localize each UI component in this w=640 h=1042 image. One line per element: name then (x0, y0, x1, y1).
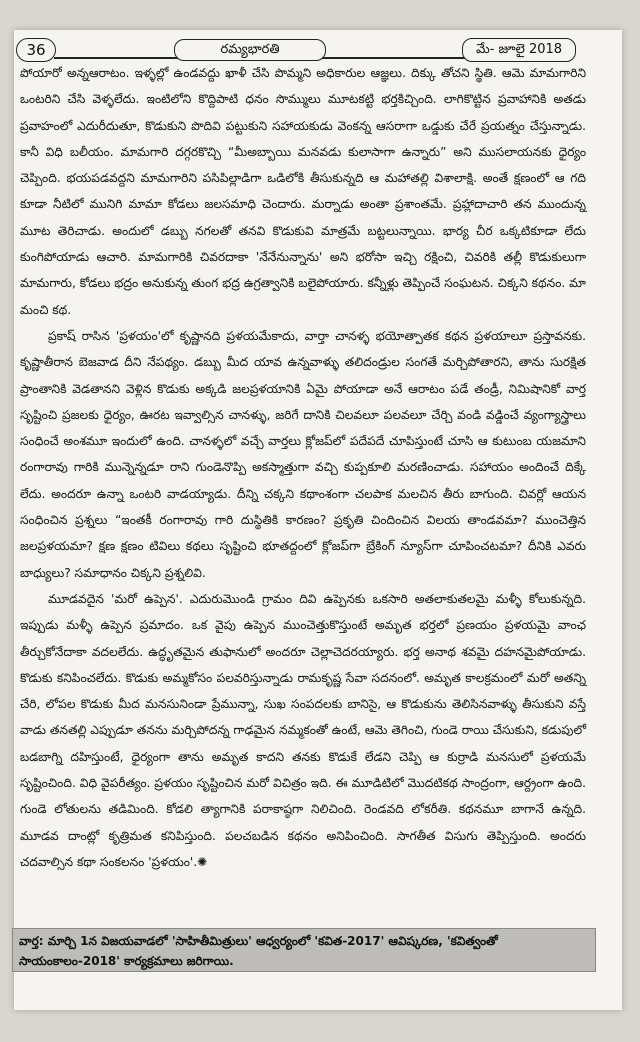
paragraph-text: మూడవదైన 'మరో ఉప్పెన'. ఎదురుమొండి గ్రామం దివి ఉప్పెనకు ఒకసారి అతలాకుతలమై మళ్ళీ కోలుకున్నది. ఇప్పుడు మళ్ళీ ఉప్పెన ప్రమాదం. ఒక వైపు ఉప్పెన ముంచెత్తుకొస్తుంటే అమృత భర్తలో ప్రణయం ప్రళయమై వాంఛ తీర్చుకోనేదాకా వదలలేదు. ఉద్ధృతమైన తుఫానులో అందరూ చెల్లాచెదరయ్యారు. భర్త అనాథ శవమై దహనమైపోయాడు. కొడుకు కనిపించలేదు. కొడుకు అమ్మకోసం పలవరిస్తున్నాడు రామకృష్ణ సేవా సదనంలో. అమృత కాలక్రమంలో మరో అతన్ని చేరి, లోపల కొడుకు మీద మనసునిండా ప్రేమున్నా, సుఖ సంపదలకు బానిసై, ఆ కొడుకును తెలిసినవాళ్ళు తీసుకుని వస్తే వాడు తనతల్లి ఎప్పుడూ తనను మర్చిపోదన్న గాఢమైన నమ్మకంతో ఉంటే, ఆమె తెగించి, గుండె రాయి చేసుకుని, కడుపులో బడబాగ్ని దహిస్తుంటే, ధైర్యంగా తాను అమృత కాదని తనకు కొడుకే లేడని చెప్పి ఆ కుర్రాడి మనసులో ప్రళయమే సృష్టించింది. విధి వైపరీత్యం. ప్రళయం సృష్టించిన మరో విచిత్రం ఇది. ఈ మూడిటిలో మొదటికథ సాంద్రంగా, ఆర్ద్రంగా ఉంది. గుండె లోతులను తడిమింది. కోడలి త్యాగానికి పరాకాష్ఠగా నిలిచింది. రెండవది లోకరీతి. కథనమూ బాగానే ఉన్నది. మూడవ దాంట్లో కృత్రిమత కనిపిస్తుంది. పలచబడిన కథనం అనిపించింది. సాగతీత విసుగు తెప్పిస్తుంది. అందరు చదవాల్సిన కథా సంకలనం 'ప్రళయం'. (20, 591, 586, 869)
page-number: 36 (16, 38, 56, 62)
paragraph: పోయారో అన్నఆరాటం. ఇళ్ళల్లో ఉండవద్దు ఖాళీ చేసి పొమ్మని అధికారుల ఆజ్ఞలు. దిక్కు తోచని స్థితి. ఆమె మామగారిని ఒంటరిని చేసి వెళ్ళలేదు. ఇంటిలోని కొద్దిపాటి ధనం సొమ్ములు మూటకట్టి భర్తకిచ్చింది. లాగికొట్టిన ప్రవాహానికి అతడు ప్రవాహంలో ఎదురీదుతూ, కొడుకుని పొదివి పట్టుకుని సహాయకుడు వెంకన్న ఆసరాగా ఒడ్డుకు చేరే ప్రయత్నం చేస్తున్నాడు. కానీ విధి బలీయం. మామగారి దగ్గరకొచ్చి “మీఅబ్బాయి మనవడు కులాసాగా ఉన్నారు” అని ముసలాయనకు ధైర్యం చెప్పింది. భయపడవద్దని మామగారిని పసిపిల్లాడిగా ఒడిలోకి తీసుకున్నది ఆ మహాతల్లి విశాలాక్షి. అంతే క్షణంలో ఆ గది కూడా నీటిలో మునిగి మామా కోడలు జలసమాధి చెందారు. మర్నాడు అంతా ప్రశాంతమే. ప్రహ్లాదాచారి తన ముందున్న మూట తెరిచాడు. అందులో డబ్బు నగలతో తనవి కొడుకువి మాత్రమే బట్టలున్నాయి. భార్య చీర ఒక్కటికూడా లేదు కుంగిపోయాడు ఆచారి. మామగారికి చివరదాకా 'నేనేనున్నాను' అని భరోసా ఇచ్చి రక్షించి, చివరికి తల్లీ కొడుకులుగా మామగారు, కోడలు భద్రం అనుకున్న తుంగ భద్ర ఉగ్రత్వానికి బలైపోయారు. కన్నీళ్లు తెప్పించే సంఘటన. చిక్కని కథనం. మా మంచి కథ. (20, 66, 586, 317)
article-body (20, 60, 586, 875)
paragraph: ప్రకాష్ రాసిన 'ప్రళయం'లో కృష్ణానది ప్రళయమేకాదు, వార్తా చానళ్ళ భయోత్పాతక కథన ప్రళయాలూ ప్రస్తావనకు. కృష్ణాతీరాన బెజవాడ దీని నేపథ్యం. డబ్బు మీద యావ ఉన్నవాళ్ళు తలిదండ్రుల సంగతే మర్చిపోతారని, తాను సురక్షిత ప్రాంతానికి వెడతానని వెళ్లిన కొడుకు అక్కడి జలప్రళయానికి ఏమై పోయాడా అనే ఆరాటం పడే తండ్రీ, నిమిషానికో వార్త సృష్టించి ప్రజలకు ధైర్యం, ఊరట ఇవ్వాల్సిన చానళ్ళు, జరిగే దానికి చిలవలూ పలవలూ చేర్చి వండి వడ్డించే వ్యంగ్యాస్త్రాలు సంధించే అంశమూ ఇందులో ఉంది. చానళ్ళలో వచ్చే వార్తలు క్లోజప్‌లో పదేపదే చూపిస్తుంటే చూసి ఆ కుటుంబ యజమాని రంగారావు గారికి మున్నెన్నడూ రాని గుండెనొప్పి అకస్మాత్తుగా వచ్చి కుప్పకూలి మరణించాడు. సహాయం అందించే దిక్కే లేదు. అందరూ ఉన్నా ఒంటరి వాడయ్యాడు. దీన్ని చక్కని కథాంశంగా చలపాక మలచిన తీరు బాగుంది. చివర్లో ఆయన సంధించిన ప్రశ్నలు “ఇంతకీ రంగారావు గారి దుస్థితికి కారణం? ప్రకృతి చిందించిన విలయ తాండవమా? ముంచెత్తిన జలప్రళయమా? క్షణ క్షణం టివిలు కథలు సృష్టించి భూతద్దంలో క్లోజప్‌గా బ్రేకింగ్ న్యూస్‌గా చూపించటమా? దీనికి ఎవరు బాధ్యులు? సమాధానం చిక్కని ప్రశ్నలివి. (20, 328, 586, 580)
news-text: మార్చి 1న విజయవాడలో 'సాహితీమిత్రులు' ఆధ్వర్యంలో 'కవిత-2017' ఆవిష్కరణ, 'కవిత్వంతో సాయంకాలం-2018' కార్యక్రమాలు జరిగాయి. (19, 934, 498, 968)
magazine-name: రమ్యభారతి (174, 39, 326, 61)
issue-date: మే- జూలై 2018 (462, 38, 576, 62)
end-mark-icon: ✺ (197, 854, 208, 869)
news-label: వార్త: (19, 934, 44, 948)
news-box (12, 928, 596, 972)
paragraph (20, 586, 586, 875)
